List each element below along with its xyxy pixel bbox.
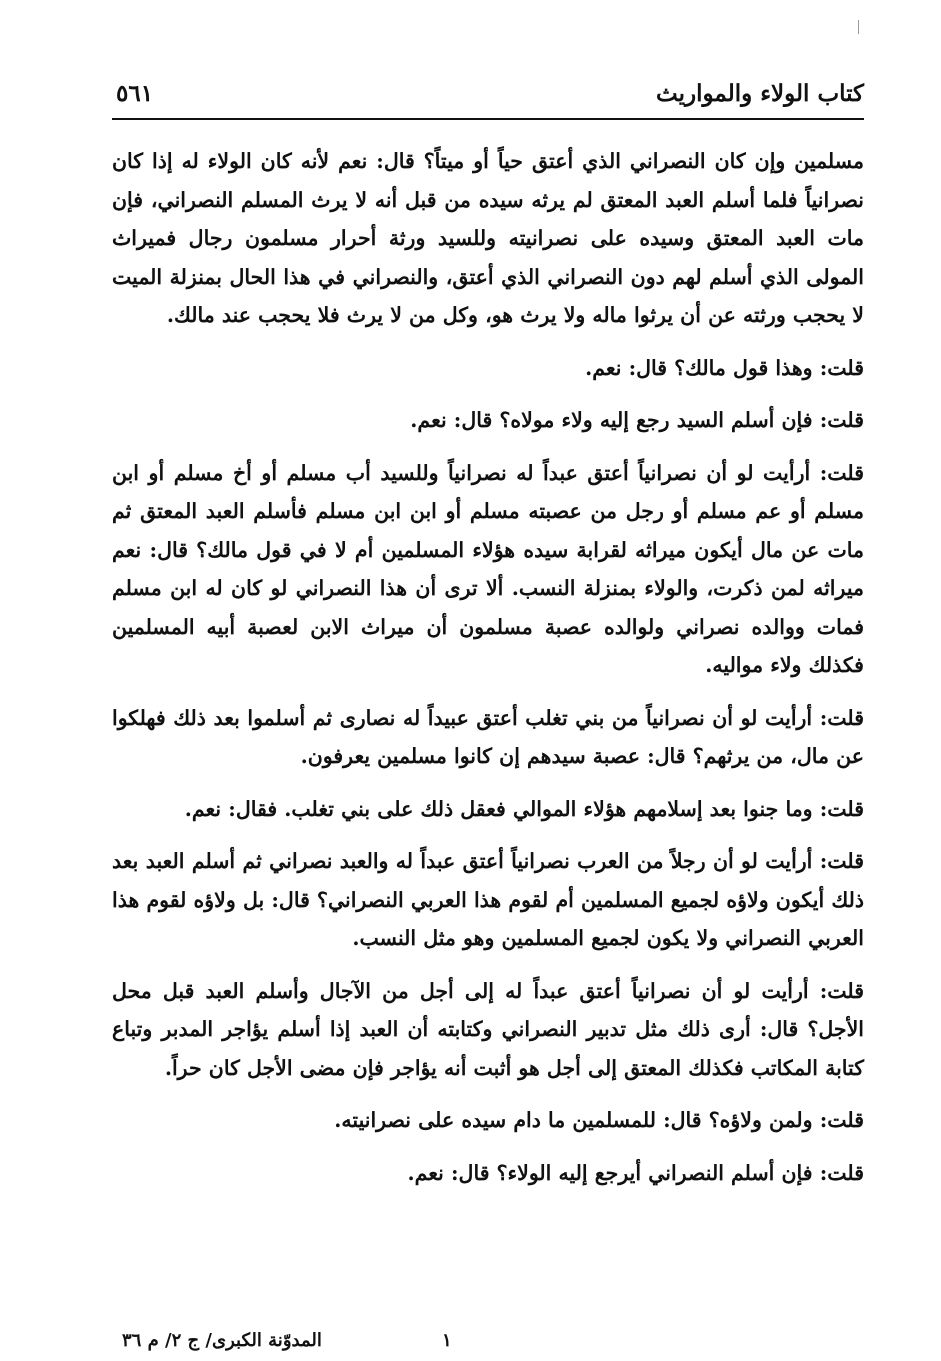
paragraph-7: قلت: أرأيت لو أن رجلاً من العرب نصرانياً أعتق عبداً له والعبد نصراني ثم أسلم العبد بعد ذلك أيكون ولاؤه لجميع المسلمين أم لقوم هذا العربي النصراني؟ قال: بل ولاؤه لقوم هذا العربي النصراني ولا يكون لجميع المسلمين وهو مثل النسب. (112, 849, 864, 950)
running-header (112, 78, 864, 118)
paragraph-5: قلت: أرأيت لو أن نصرانياً من بني تغلب أعتق عبيداً له نصارى ثم أسلموا بعد ذلك فهلكوا عن مال، من يرثهم؟ قال: عصبة سيدهم إن كانوا مسلمين يعرفون. (112, 705, 864, 768)
paragraph-1: مسلمين وإن كان النصراني الذي أعتق حياً أو ميتاً؟ قال: نعم لأنه كان الولاء له إذا كان نصرانياً فلما أسلم العبد المعتق لم يرثه سيده من قبل أنه لا يرث المسلم النصراني، فإن مات العبد المعتق وسيده على نصرانيته وللسيد ورثة أحرار مسلمون رجال فميراث المولى الذي أسلم لهم دون النصراني الذي أعتق، والنصراني في هذا الحال بمنزلة الميت لا يحجب ورثته عن أن يرثوا ماله ولا يرث هو، وكل من لا يرث فلا يحجب عند مالك. (112, 149, 864, 327)
header-rule (112, 118, 864, 120)
page-footer (112, 1330, 864, 1358)
main-text (112, 142, 864, 1206)
paragraph-4: قلت: أرأيت لو أن نصرانياً أعتق عبداً له نصرانياً وللسيد أب مسلم أو أخ مسلم أو ابن مسلم أو عم مسلم أو رجل من عصبته مسلم أو ابن ابن مسلم فأسلم العبد المعتق ثم مات عن مال أيكون ميراثه لقرابة سيده هؤلاء المسلمين أم لا في قول مالك؟ قال: نعم ميراثه لمن ذكرت، والولاء بمنزلة النسب. ألا ترى أن هذا النصراني لو كان له ابن مسلم فمات ووالده نصراني ولوالده عصبة مسلمون أن ميراث الابن لعصبة أبيه المسلمين فكذلك ولاء مواليه. (112, 460, 864, 677)
signature-mark: ١ (442, 1330, 452, 1351)
chapter-title: كتاب الولاء والمواريث (656, 80, 864, 107)
paragraph-9: قلت: ولمن ولاؤه؟ قال: للمسلمين ما دام سيده على نصرانيته. (334, 1108, 864, 1132)
scan-mark (858, 20, 859, 34)
volume-reference: المدوّنة الكبرى/ ج ٢/ م ٣٦ (122, 1330, 322, 1351)
paragraph-8: قلت: أرأيت لو أن نصرانياً أعتق عبداً له إلى أجل من الآجال وأسلم العبد قبل محل الأجل؟ قال: أرى ذلك مثل تدبير النصراني وكتابته أن العبد إذا أسلم يؤاجر المدبر وتباع كتابة المكاتب فكذلك المعتق إلى أجل هو أثبت أنه يؤاجر فإن مضى الأجل كان حراً. (112, 978, 864, 1080)
paragraph-6: قلت: وما جنوا بعد إسلامهم هؤلاء الموالي فعقل ذلك على بني تغلب. فقال: نعم. (184, 796, 864, 821)
page-number: ٥٦١ (116, 80, 154, 107)
paragraph-10: قلت: فإن أسلم النصراني أيرجع إليه الولاء؟ قال: نعم. (407, 1160, 864, 1185)
paragraph-3: قلت: فإن أسلم السيد رجع إليه ولاء مولاه؟ قال: نعم. (410, 408, 864, 432)
paragraph-2: قلت: وهذا قول مالك؟ قال: نعم. (585, 355, 864, 380)
